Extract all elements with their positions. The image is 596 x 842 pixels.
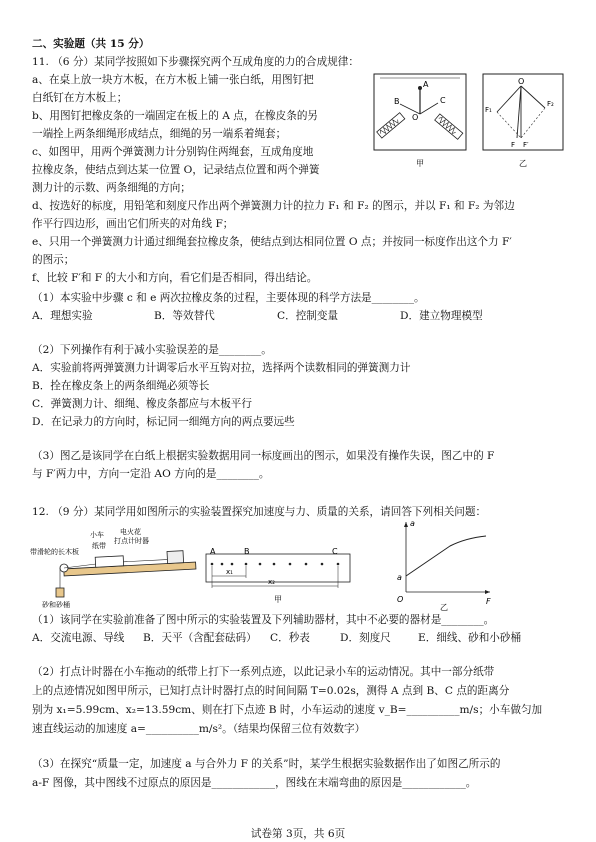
tape-label: 纸带 bbox=[92, 542, 106, 550]
q12-p1-option-e: E．细线、砂和小砂桶 bbox=[418, 632, 522, 644]
timer-label-line2: 打点计时器 bbox=[114, 537, 149, 545]
q12-apparatus-figure bbox=[30, 522, 200, 614]
q11-figure-jia bbox=[372, 72, 468, 172]
q12-aF-graph bbox=[388, 516, 498, 612]
tape-caption-jia: 甲 bbox=[274, 595, 282, 604]
q12-p1-option-d: D．刻度尺 bbox=[340, 632, 391, 644]
cart bbox=[95, 556, 123, 567]
q11-stem-line: c、如图甲，用两个弹簧测力计分别钩住两绳套，互成角度地 bbox=[32, 146, 314, 158]
label-B: B bbox=[394, 97, 400, 106]
q11-p3-line: 与 F′两力中，方向一定沿 AO 方向的是________。 bbox=[32, 468, 270, 480]
label-F1: F₁ bbox=[485, 106, 492, 114]
q11-p2-option-d: D．在记录力的方向时，标记同一细绳方向的两点要远些 bbox=[32, 416, 295, 428]
label-F: F bbox=[511, 141, 516, 149]
q12-p3-line: a-F 图像，其中图线不过原点的原因是____________，图线在末端弯曲的原因是____________。 bbox=[32, 777, 477, 789]
board-label: 带滑轮的长木板 bbox=[30, 548, 79, 556]
q11-stem-line: e、只用一个弹簧测力计通过细绳套拉橡皮条，使结点到达相同位置 O 点；并按同一标度作出这个力 F′ bbox=[32, 236, 512, 248]
tape-x1: x₁ bbox=[226, 568, 233, 576]
q11-stem-line: 一端拴上两条细绳形成结点，细绳的另一端系着绳套； bbox=[32, 128, 287, 140]
tape-point-A: A bbox=[210, 547, 216, 556]
q11-p1-option-a: A．理想实验 bbox=[32, 310, 93, 322]
label-A: A bbox=[423, 80, 429, 89]
q12-p2-line: 上的点迹情况如图甲所示，已知打点计时器打点的时间间隔 T=0.02s，测得 A 点到 B、C 点的距离分 bbox=[32, 685, 510, 697]
long-board bbox=[64, 562, 196, 576]
tape-point-B: B bbox=[244, 547, 250, 556]
q11-p2-option-c: C．弹簧测力计、细绳、橡皮条都应与木板平行 bbox=[32, 398, 252, 410]
graph-xlabel: F bbox=[486, 597, 491, 606]
q11-p2: （2）下列操作有利于减小实验误差的是________。 bbox=[32, 344, 272, 356]
q11-p2-option-a: A．实验前将两弹簧测力计调零后水平互钩对拉，选择两个读数相同的弹簧测力计 bbox=[32, 362, 411, 374]
q11-stem-line: f、比较 F′和 F 的大小和方向，看它们是否相同，得出结论。 bbox=[32, 272, 318, 284]
q11-stem-line: 的图示； bbox=[32, 254, 75, 266]
q11-p1: （1）本实验中步骤 c 和 e 两次拉橡皮条的过程，主要体现的科学方法是________。 bbox=[32, 292, 425, 304]
q11-p1-option-b: B．等效替代 bbox=[154, 310, 215, 322]
page-footer: 试卷第 3页，共 6页 bbox=[250, 828, 346, 840]
label-Fprime: F′ bbox=[523, 141, 529, 149]
q11-p2-option-b: B．拴在橡皮条上的两条细绳必须等长 bbox=[32, 380, 210, 392]
spark-timer bbox=[167, 551, 184, 564]
tape-point-C: C bbox=[332, 547, 338, 556]
timer-label-line1: 电火花 bbox=[120, 528, 141, 536]
sand-bucket bbox=[56, 588, 64, 597]
section-title: 二、实验题（共 15 分） bbox=[32, 38, 150, 50]
spring-scale-right bbox=[435, 114, 463, 139]
q11-stem-line: d、按选好的标度，用铅笔和刻度尺作出两个弹簧测力计的拉力 F₁ 和 F₂ 的图示，并以 F₁ 和 F₂ 为邻边 bbox=[32, 200, 515, 212]
q11-stem-line: 拉橡皮条，使结点到达某一位置 O，记录结点位置和两个弹簧 bbox=[32, 164, 320, 176]
q11-stem-line: b、用图钉把橡皮条的一端固定在板上的 A 点，在橡皮条的另 bbox=[32, 110, 319, 122]
q12-p1-option-a: A．交流电源、导线 bbox=[32, 632, 125, 644]
q11-p1-option-d: D．建立物理模型 bbox=[400, 310, 483, 322]
q11-p3-line: （3）图乙是该同学在白纸上根据实验数据用同一标度画出的图示，如果没有操作失误，图乙中的 F bbox=[32, 450, 495, 462]
q12-p1-option-c: C．秒表 bbox=[270, 632, 310, 644]
graph-caption-yi: 乙 bbox=[440, 603, 448, 612]
label-F2: F₂ bbox=[547, 100, 554, 108]
aF-curve bbox=[406, 536, 486, 576]
graph-origin: O bbox=[397, 595, 404, 604]
label-C: C bbox=[440, 96, 446, 105]
label-O: O bbox=[412, 113, 419, 122]
cart-label: 小车 bbox=[90, 531, 104, 539]
weights-label: 砂和砂桶 bbox=[42, 601, 70, 609]
q11-stem-line: a、在桌上放一块方木板，在方木板上铺一张白纸，用图钉把 bbox=[32, 74, 314, 86]
q12-p3-line: （3）在探究“质量一定，加速度 a 与合外力 F 的关系”时，某学生根据实验数据作出了如图乙所示的 bbox=[32, 758, 501, 770]
q12-tape-figure bbox=[204, 544, 352, 606]
label-O: O bbox=[518, 77, 525, 86]
q11-stem-line: 作平行四边形，画出它们所夹的对角线 F； bbox=[32, 218, 234, 230]
spring-scale-left bbox=[377, 113, 405, 138]
tape-x2: x₂ bbox=[268, 578, 275, 586]
q12-stem: 12. （9 分）某同学用如图所示的实验装置探究加速度与力、质量的关系，请回答下列相关问题： bbox=[32, 506, 487, 518]
q12-p1: （1）该同学在实验前准备了图中所示的实验装置及下列辅助器材，其中不必要的器材是________。 bbox=[32, 614, 495, 626]
caption-jia: 甲 bbox=[416, 159, 424, 168]
caption-yi: 乙 bbox=[519, 159, 527, 168]
q11-figure-yi bbox=[481, 72, 565, 172]
q12-p2-line: （2）打点计时器在小车拖动的纸带上打下一系列点迹，以此记录小车的运动情况。其中一部分纸带 bbox=[32, 666, 495, 678]
q11-p1-option-c: C．控制变量 bbox=[277, 310, 339, 322]
q12-p1-option-b: B．天平（含配套砝码） bbox=[143, 632, 257, 644]
q12-p2-line: 速直线运动的加速度 a=__________m/s²。（结果均保留三位有效数字） bbox=[32, 723, 366, 735]
graph-intercept: a bbox=[397, 573, 402, 582]
graph-ylabel: a bbox=[410, 519, 415, 528]
q11-stem-line: 白纸钉在方木板上； bbox=[32, 92, 128, 104]
q12-p2-line: 别为 x₁=5.99cm、x₂=13.59cm、则在打下点迹 B 时，小车运动的速度 v_B=__________m/s；小车做匀加 bbox=[32, 704, 543, 716]
q11-stem-line: 测力计的示数、两条细绳的方向； bbox=[32, 182, 191, 194]
q11-stem-line: 11. （6 分）某同学按照如下步骤探究两个互成角度的力的合成规律： bbox=[32, 56, 359, 68]
